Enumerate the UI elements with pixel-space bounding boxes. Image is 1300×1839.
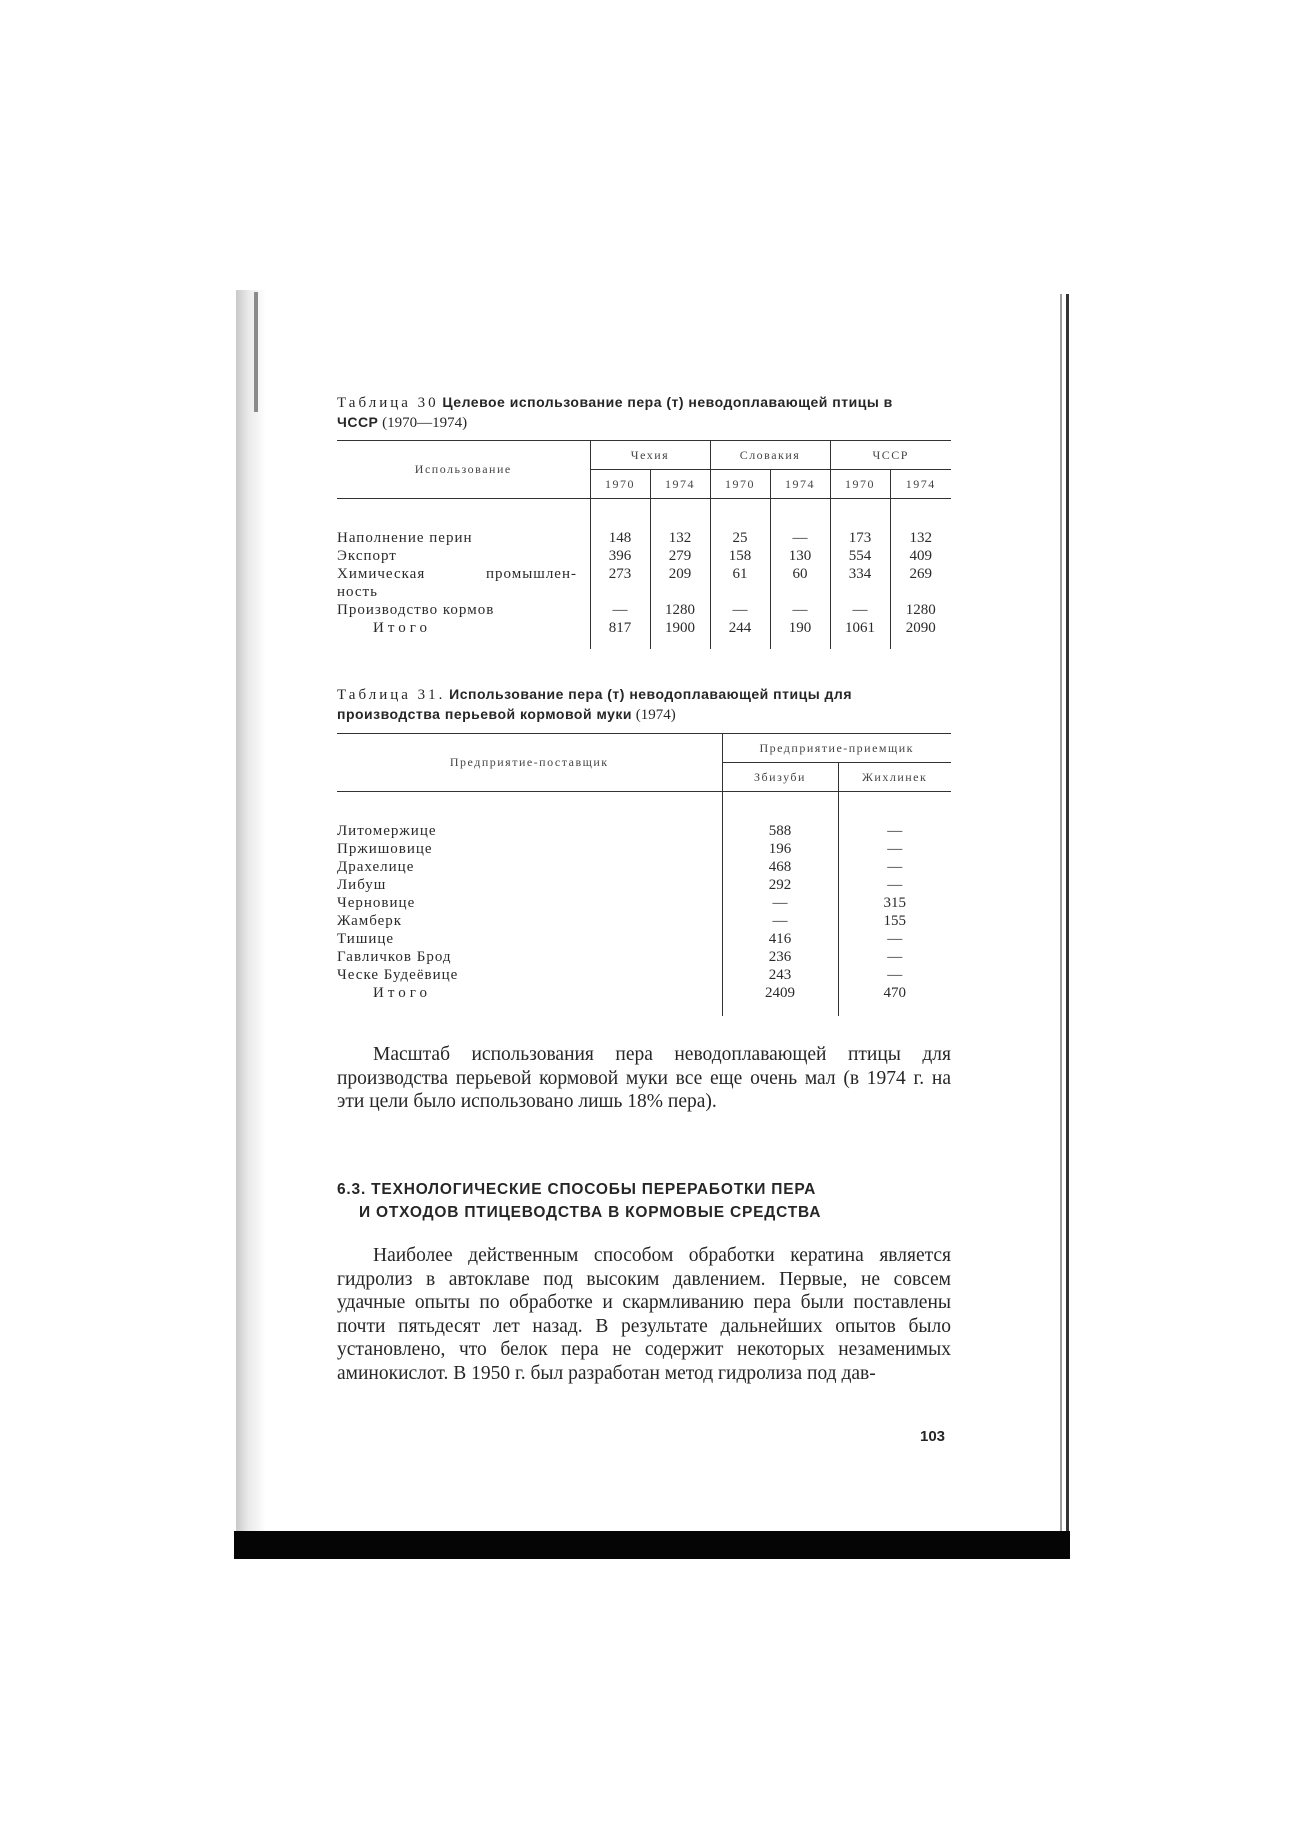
cell: 292	[722, 876, 838, 894]
cell: —	[838, 876, 951, 894]
paragraph-2: Наиболее действенным способом обработки кератина является гидролиз в автоклаве под высоким давлением. Первые, не совсем удачные опыты по обработке и скармливанию пера были поставлены почти пятьдесят лет назад. В результате дальнейших опытов было установлено, что белок пера не содержит некоторых незаменимых аминокислот. В 1950 г. был разработан метод гидролиза под дав-	[337, 1245, 951, 1384]
table-row	[337, 601, 951, 619]
cell: 273	[590, 565, 650, 601]
table31	[337, 733, 951, 1016]
cell: —	[590, 601, 650, 619]
cell: 1061	[830, 619, 890, 637]
row-label: Пржишовице	[337, 840, 433, 857]
cell: 61	[710, 565, 770, 601]
cell: 1280	[890, 601, 951, 619]
table30-stub-header: Использование	[337, 441, 590, 499]
cell: 554	[830, 547, 890, 565]
scan-edge-left	[254, 292, 258, 412]
table31-stub-header: Предприятие-поставщик	[337, 734, 722, 792]
table30-group-header: ЧССР	[830, 441, 951, 470]
section-heading-line2: И ОТХОДОВ ПТИЦЕВОДСТВА В КОРМОВЫЕ СРЕДСТВА	[359, 1204, 822, 1221]
table30-caption	[337, 393, 937, 433]
scan-bottom-bar	[234, 1531, 1070, 1559]
cell: 1280	[650, 601, 710, 619]
row-label: Наполнение перин	[337, 529, 473, 546]
table-row	[337, 912, 951, 930]
cell: 236	[722, 948, 838, 966]
cell: 817	[590, 619, 650, 637]
row-label-line2: ность	[337, 583, 378, 600]
table30-group-header: Чехия	[590, 441, 710, 470]
table30-label: Таблица 30	[337, 395, 439, 411]
row-label: Либуш	[337, 876, 387, 893]
row-label-line1: Химическая промышлен-	[337, 565, 577, 582]
table-row	[337, 840, 951, 858]
table31-label: Таблица 31.	[337, 687, 446, 703]
row-label: Ческе Будеёвице	[337, 966, 459, 983]
row-label: Тишице	[337, 930, 395, 947]
row-label: Итого	[373, 984, 431, 1001]
section-heading-line1: 6.3. ТЕХНОЛОГИЧЕСКИЕ СПОСОБЫ ПЕРЕРАБОТКИ ПЕРА	[337, 1181, 817, 1198]
table-row	[337, 876, 951, 894]
cell: 243	[722, 966, 838, 984]
cell: 588	[722, 822, 838, 840]
table-row	[337, 966, 951, 984]
cell: —	[838, 822, 951, 840]
cell: 2409	[722, 984, 838, 1002]
table-row-total	[337, 619, 951, 637]
table31-year: (1974)	[635, 707, 676, 723]
cell: 148	[590, 529, 650, 547]
scan-edge-right	[1066, 294, 1069, 1534]
cell: 409	[890, 547, 951, 565]
cell: 334	[830, 565, 890, 601]
table30-year-header: 1974	[890, 470, 951, 499]
cell: 2090	[890, 619, 951, 637]
cell: 244	[710, 619, 770, 637]
table-row	[337, 930, 951, 948]
cell: 470	[838, 984, 951, 1002]
cell: —	[830, 601, 890, 619]
paragraph-1: Масштаб использования пера неводоплавающей птицы для производства перьевой кормовой муки все еще очень мал (в 1974 г. на эти цели было использовано лишь 18% пера).	[337, 1044, 951, 1112]
row-label: Литомержице	[337, 822, 437, 839]
cell: 468	[722, 858, 838, 876]
table-row	[337, 565, 951, 601]
cell: —	[722, 894, 838, 912]
cell: 25	[710, 529, 770, 547]
row-label: Производство кормов	[337, 601, 495, 618]
cell: —	[838, 858, 951, 876]
table30-year-header: 1974	[770, 470, 830, 499]
row-label	[337, 565, 590, 601]
table-row	[337, 894, 951, 912]
row-label: Итого	[373, 619, 431, 636]
cell: 196	[722, 840, 838, 858]
cell: —	[838, 840, 951, 858]
table30-year-header: 1974	[650, 470, 710, 499]
table-row	[337, 822, 951, 840]
page-number: 103	[920, 1428, 946, 1445]
table30-year-header: 1970	[830, 470, 890, 499]
table30-title: Целевое использование пера (т) неводоплавающей птицы в ЧССР	[337, 394, 893, 430]
table30-group-header: Словакия	[710, 441, 830, 470]
cell: 60	[770, 565, 830, 601]
cell: 155	[838, 912, 951, 930]
cell: 269	[890, 565, 951, 601]
row-label: Драхелице	[337, 858, 415, 875]
table-row-total	[337, 984, 951, 1002]
cell: 1900	[650, 619, 710, 637]
scan-shadow-left	[236, 290, 266, 1540]
cell: 173	[830, 529, 890, 547]
table31-column-header: Жихлинек	[838, 763, 951, 792]
table31-title: Использование пера (т) неводоплавающей птицы для производства перьевой кормовой муки	[337, 686, 852, 722]
scan-edge-right-inner	[1060, 294, 1062, 1534]
table30-year-header: 1970	[710, 470, 770, 499]
cell: —	[710, 601, 770, 619]
cell: —	[838, 948, 951, 966]
table31-column-header: Збизуби	[722, 763, 838, 792]
cell: 158	[710, 547, 770, 565]
section-heading	[337, 1178, 951, 1224]
table30	[337, 440, 951, 649]
table31-group-header: Предприятие-приемщик	[722, 734, 951, 763]
cell: —	[722, 912, 838, 930]
row-label: Черновице	[337, 894, 416, 911]
cell: —	[838, 930, 951, 948]
table30-years: (1970—1974)	[382, 415, 468, 431]
cell: 132	[890, 529, 951, 547]
cell: 396	[590, 547, 650, 565]
table-row	[337, 948, 951, 966]
cell: 416	[722, 930, 838, 948]
cell: 190	[770, 619, 830, 637]
cell: 130	[770, 547, 830, 565]
row-label: Экспорт	[337, 547, 397, 564]
table31-caption	[337, 685, 937, 725]
table-row	[337, 858, 951, 876]
cell: 132	[650, 529, 710, 547]
cell: —	[770, 529, 830, 547]
cell: 209	[650, 565, 710, 601]
row-label: Жамберк	[337, 912, 403, 929]
cell: 315	[838, 894, 951, 912]
table30-year-header: 1970	[590, 470, 650, 499]
cell: —	[838, 966, 951, 984]
cell: 279	[650, 547, 710, 565]
table-row	[337, 529, 951, 547]
cell: —	[770, 601, 830, 619]
table-row	[337, 547, 951, 565]
row-label: Гавличков Брод	[337, 948, 452, 965]
